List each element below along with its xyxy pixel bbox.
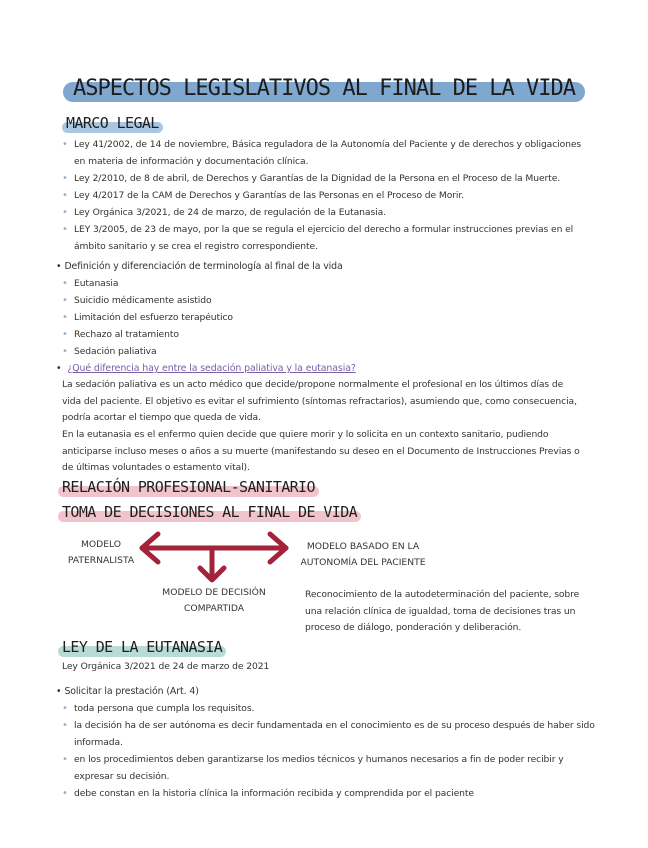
requirement-item: • debe constan en la historia clínica la información recibida y comprendida por el paciente [62, 785, 602, 802]
question-link[interactable]: ¿Qué diferencia hay entre la sedación paliativa y la eutanasia? [67, 363, 356, 374]
term-item: • Limitación del esfuerzo terapéutico [62, 309, 362, 326]
answer-paragraph-1: La sedación paliativa es un acto médico que decide/propone normalmente el profesional en los últimos días de vida del paciente. El objetivo es evitar el sufrimiento (síntomas refractarios), asumiendo que, como consecuencia, podría acortar el tiempo que queda de vida. [62, 379, 577, 423]
toma-decisiones-heading: TOMA DE DECISIONES AL FINAL DE VIDA [58, 502, 361, 522]
law-item: • Ley Orgánica 3/2021, de 24 de marzo, de regulación de la Eutanasia. [62, 204, 584, 221]
laws-list [62, 136, 584, 255]
term-item: • Rechazo al tratamiento [62, 326, 362, 343]
requirement-item: • la decisión ha de ser autónoma es decir fundamentada en el conocimiento es de su proceso después de haber sido informada. [62, 717, 602, 751]
eutanasia-subtitle: Ley Orgánica 3/2021 de 24 de marzo de 2021 [62, 661, 270, 672]
requirement-item: • en los procedimientos deben garantizarse los medios técnicos y humanos necesarios a fin de poder recibir y expresar su decisión. [62, 751, 602, 785]
title-wrapper [0, 74, 648, 104]
law-item: • Ley 2/2010, de 8 de abril, de Derechos y Garantías de la Dignidad de la Persona en el Proceso de la Muerte. [62, 170, 584, 187]
terminology-title: • Definición y diferenciación de terminología al final de la vida [56, 258, 343, 275]
answer-paragraph-2: En la eutanasia es el enfermo quien decide que quiere morir y lo solicita en un contexto sanitario, pudiendo anticiparse incluso meses o años a su muerte (manifestando su deseo en el Documento de Instrucciones Previas o de últimas voluntades o estamento vital). [62, 429, 580, 473]
paternalist-model-label: MODELO PATERNALISTA [67, 539, 135, 566]
autonomy-description: Reconocimiento de la autodeterminación del paciente, sobre una relación clínica de igualdad, toma de decisiones tras un proceso de diálogo, ponderación y deliberación. [305, 589, 580, 633]
shared-decision-model-label: MODELO DE DECISIÓN COMPARTIDA [162, 587, 266, 614]
requirements-list [62, 700, 602, 802]
term-item: • Suicidio médicamente asistido [62, 292, 362, 309]
law-item: • Ley 4/2017 de la CAM de Derechos y Garantías de las Personas en el Proceso de Morir. [62, 187, 584, 204]
requirement-item: • toda persona que cumpla los requisitos. [62, 700, 602, 717]
marco-legal-heading: MARCO LEGAL [62, 113, 163, 133]
autonomy-model-label: MODELO BASADO EN LA AUTONOMÍA DEL PACIENTE [300, 541, 426, 568]
request-title: • Solicitar la prestación (Art. 4) [56, 683, 199, 700]
terms-list [62, 275, 362, 360]
eutanasia-heading: LEY DE LA EUTANASIA [58, 637, 226, 657]
term-item: • Eutanasia [62, 275, 362, 292]
question-item [56, 360, 356, 377]
term-item: • Sedación paliativa [62, 343, 362, 360]
relacion-heading: RELACIÓN PROFESIONAL-SANITARIO [58, 477, 319, 497]
decision-arrows-diagram [134, 526, 294, 588]
law-item: • Ley 41/2002, de 14 de noviembre, Básica reguladora de la Autonomía del Paciente y de derechos y obligaciones en materia de información y documentación clínica. [62, 136, 584, 170]
law-item: • LEY 3/2005, de 23 de mayo, por la que se regula el ejercicio del derecho a formular instrucciones previas en el ámbito sanitario y se crea el registro correspondiente. [62, 221, 584, 255]
page-title: ASPECTOS LEGISLATIVOS AL FINAL DE LA VIDA [63, 74, 585, 104]
